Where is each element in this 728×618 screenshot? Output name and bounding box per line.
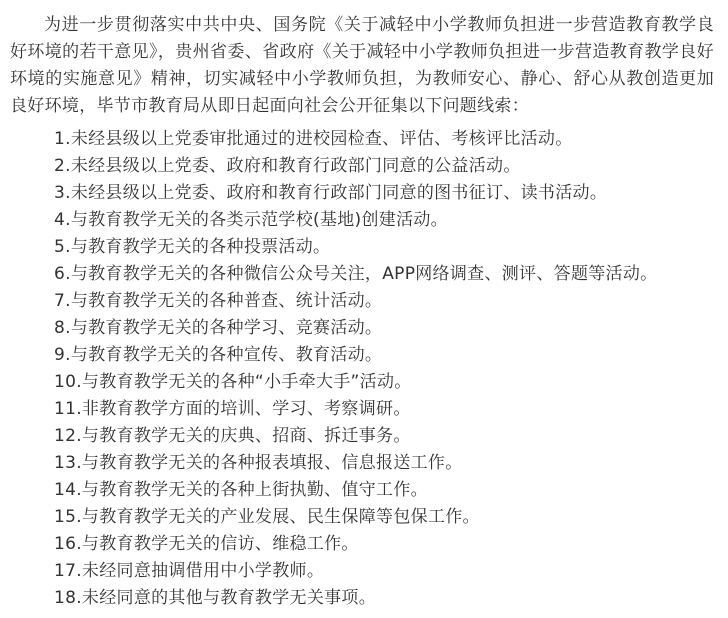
list-item-3: 3.未经县级以上党委、政府和教育行政部门同意的图书征订、读书活动。 <box>54 183 608 203</box>
list-item-7: 7.与教育教学无关的各种普查、统计活动。 <box>54 291 383 311</box>
list-item-2: 2.未经县级以上党委、政府和教育行政部门同意的公益活动。 <box>54 156 521 176</box>
list-item-15: 15.与教育教学无关的产业发展、民生保障等包保工作。 <box>54 507 480 527</box>
list-item-1: 1.未经县级以上党委审批通过的进校园检查、评估、考核评比活动。 <box>54 129 573 149</box>
intro-paragraph: 为进一步贯彻落实中共中央、国务院《关于减轻中小学教师负担进一步营造教育教学良好环境的若干意见》，贵州省委、省政府《关于减轻中小学教师负担进一步营造教育教学良好环境的实施意见》精神，切实减轻中小学教师负担，为教师安心、静心、舒心从教创造更加良好环境，毕节市教育局从即日起面向社会公开征集以下问题线索： <box>10 15 714 116</box>
list-item-13: 13.与教育教学无关的各种报表填报、信息报送工作。 <box>54 453 463 473</box>
list-item-14: 14.与教育教学无关的各种上街执勤、值守工作。 <box>54 480 428 500</box>
list-item-18: 18.未经同意的其他与教育教学无关事项。 <box>54 588 377 608</box>
list-item-11: 11.非教育教学方面的培训、学习、考察调研。 <box>54 399 411 419</box>
list-item-10: 10.与教育教学无关的各种“小手牵大手”活动。 <box>54 372 412 392</box>
list-item-8: 8.与教育教学无关的各种学习、竞赛活动。 <box>54 318 383 338</box>
list-item-16: 16.与教育教学无关的信访、维稳工作。 <box>54 534 359 554</box>
issue-list <box>10 126 714 612</box>
list-item-5: 5.与教育教学无关的各种投票活动。 <box>54 237 331 257</box>
list-item-17: 17.未经同意抽调借用中小学教师。 <box>54 561 325 581</box>
list-item-12: 12.与教育教学无关的庆典、招商、拆迁事务。 <box>54 426 411 446</box>
list-item-6: 6.与教育教学无关的各种微信公众号关注，APP网络调查、测评、答题等活动。 <box>54 264 658 284</box>
list-item-9: 9.与教育教学无关的各种宣传、教育活动。 <box>54 345 383 365</box>
list-item-4: 4.与教育教学无关的各类示范学校(基地)创建活动。 <box>54 210 448 230</box>
